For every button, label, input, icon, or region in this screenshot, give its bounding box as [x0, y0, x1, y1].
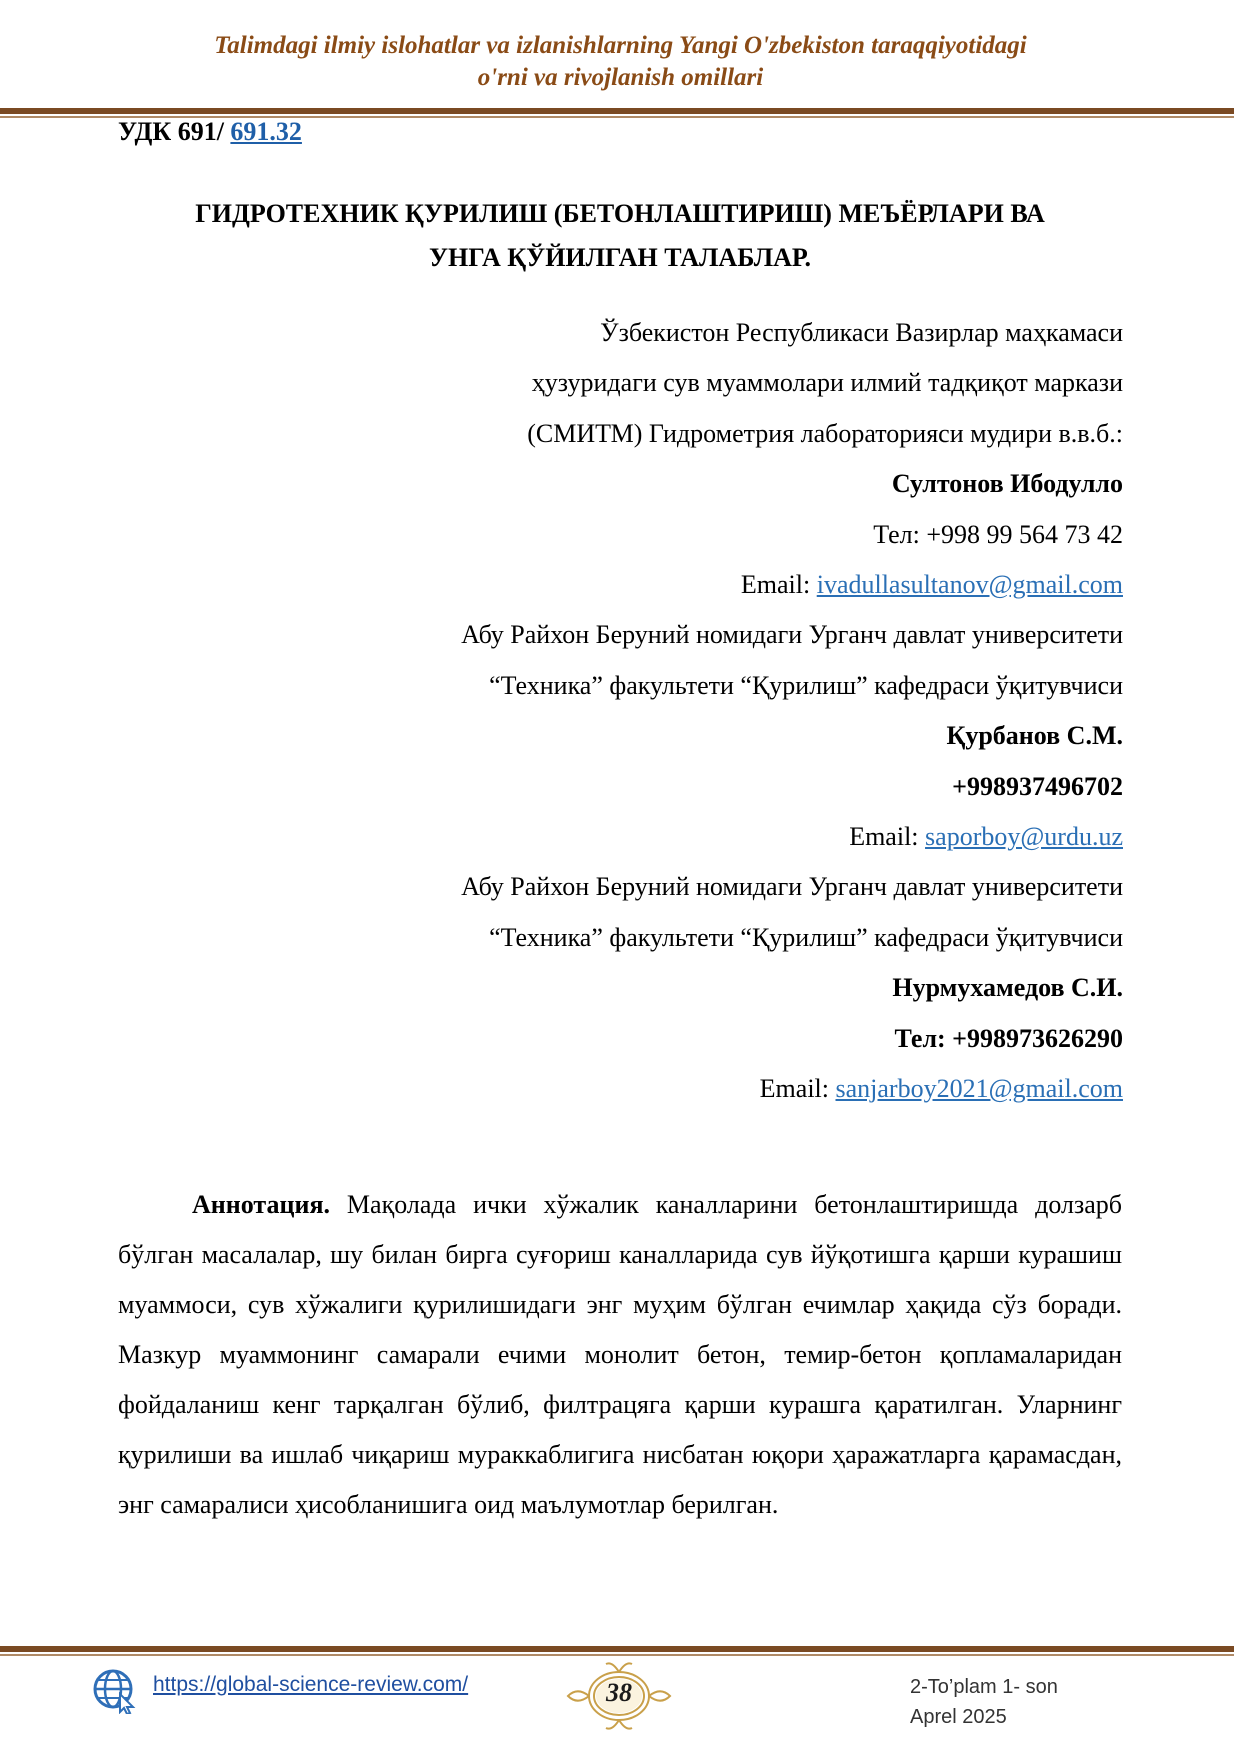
udc-link[interactable]: 691.32 — [230, 117, 302, 146]
issue-date: Aprel 2025 — [910, 1706, 1007, 1728]
author-3-email-link[interactable]: sanjarboy2021@gmail.com — [835, 1074, 1123, 1104]
author-2-email-row — [461, 812, 1123, 862]
journal-running-header — [0, 30, 1241, 94]
author-2-name: Қурбанов С.М. — [946, 721, 1123, 751]
footer-divider-thin — [0, 1654, 1234, 1656]
footer-divider — [0, 1646, 1234, 1652]
author-2-phone: +998937496702 — [952, 771, 1123, 801]
author-1-email-row — [461, 560, 1123, 610]
affiliation-1-line3: (СМИТМ) Гидрометрия лабораторияси мудири в.в.б.: — [527, 418, 1123, 448]
affiliation-2-line2: “Техника” факультети “Қурилиш” кафедраси ўқитувчиси — [489, 670, 1123, 700]
issue-info — [910, 1672, 1058, 1732]
article-title-line1: ГИДРОТЕХНИК ҚУРИЛИШ (БЕТОНЛАШТИРИШ) МЕЪЁРЛАРИ ВА — [195, 199, 1045, 228]
issue-volume: 2-To’plam 1- son — [910, 1676, 1058, 1698]
affiliation-3-line2: “Техника” факультети “Қурилиш” кафедраси ўқитувчиси — [489, 922, 1123, 952]
page-number: 38 — [606, 1678, 632, 1707]
author-1-email-link[interactable]: ivadullasultanov@gmail.com — [816, 570, 1123, 600]
article-title-line2: УНГА ҚЎЙИЛГАН ТАЛАБЛАР. — [428, 243, 812, 272]
author-1-name: Султонов Ибодулло — [891, 469, 1123, 499]
journal-header-line1: Talimdagi ilmiy islohatlar va izlanishlarning Yangi O'zbekiston taraqqiyotidagi — [214, 32, 1027, 59]
header-divider — [0, 108, 1234, 114]
globe-icon — [92, 1668, 138, 1714]
udc-label: УДК 691/ — [118, 117, 224, 146]
author-3-name: Нурмухамедов С.И. — [892, 973, 1123, 1003]
author-block — [461, 308, 1123, 1115]
article-title — [120, 192, 1120, 280]
udc-code — [118, 117, 302, 147]
author-2-email-label: Email: — [849, 822, 926, 852]
abstract-keyword: Аннотация. — [192, 1190, 331, 1219]
journal-website-link[interactable]: https://global-science-review.com/ — [153, 1673, 469, 1696]
abstract-paragraph — [118, 1180, 1122, 1530]
author-3-email-label: Email: — [759, 1074, 836, 1104]
author-3-phone: Тел: +998973626290 — [894, 1023, 1123, 1053]
author-1-email-label: Email: — [740, 570, 817, 600]
affiliation-1-line2: ҳузуридаги сув муаммолари илмий тадқиқот маркази — [531, 368, 1123, 398]
abstract-text: Мақолада ички хўжалик каналларини бетонлаштиришда долзарб бўлган масалалар, шу билан бирга суғориш каналларида сув йўқотишга қарши курашиш муаммоси, сув хўжалиги қурилишидаги энг муҳим бўлган ечимлар ҳақида сўз боради. Мазкур муаммонинг самарали ечими монолит бетон, темир-бетон қопламаларидан фойдаланиш кенг тарқалган бўлиб, филтрацяга қарши курашга қаратилган. Уларнинг қурилиши ва ишлаб чиқариш мураккаблигига нисбатан юқори ҳаражатларга қарамасдан, энг самаралиси ҳисобланишига оид маълумотлар берилган. — [118, 1190, 1122, 1519]
author-3-email-row — [461, 1064, 1123, 1114]
author-2-email-link[interactable]: saporboy@urdu.uz — [925, 822, 1123, 852]
author-1-phone: Тел: +998 99 564 73 42 — [873, 519, 1123, 549]
journal-header-line2: o'rni va rivojlanish omillari — [477, 64, 764, 91]
affiliation-1-line1: Ўзбекистон Республикаси Вазирлар маҳкамаси — [600, 318, 1123, 347]
affiliation-3-line1: Абу Райхон Беруний номидаги Урганч давлат университети — [461, 872, 1123, 902]
affiliation-2-line1: Абу Райхон Беруний номидаги Урганч давлат университети — [461, 620, 1123, 650]
